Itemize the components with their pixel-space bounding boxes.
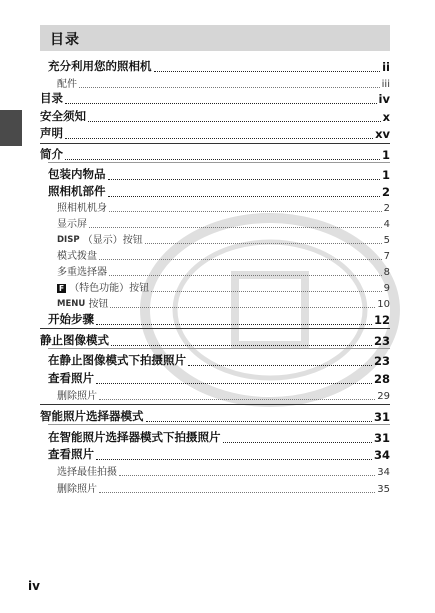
f-button-icon: F [58,284,65,293]
toc-subentry[interactable]: MENU 按钮 10 [57,299,390,310]
toc-subentry[interactable]: 多重选择器 8 [57,267,390,278]
toc-chapter[interactable]: 智能照片选择器模式 31 [40,409,390,424]
toc-entry[interactable]: 查看照片 28 [48,371,390,386]
divider [48,424,390,425]
toc-entry[interactable]: 目录 iv [40,91,390,106]
menu-button-glyph: MENU [57,299,86,309]
toc-entry[interactable]: 开始步骤 12 [48,312,390,327]
toc-entry[interactable]: 照相机部件 2 [48,184,390,199]
toc-subentry[interactable]: DISP （显示）按钮 5 [57,235,390,246]
divider [48,162,390,163]
page-title: 目录 [50,32,80,48]
toc-entry[interactable]: 安全须知 x [40,109,390,124]
toc-subentry[interactable]: 照相机机身 2 [57,203,390,214]
toc-chapter[interactable]: 简介 1 [40,147,390,162]
toc-entry[interactable]: 在智能照片选择器模式下拍摄照片 31 [48,430,390,445]
toc-subentry[interactable]: 删除照片 35 [57,484,390,495]
toc-entry[interactable]: 在静止图像模式下拍摄照片 23 [48,353,390,368]
toc-entry[interactable]: 声明 xv [40,126,390,141]
page-number: iv [28,579,40,593]
toc-subentry[interactable]: 显示屏 4 [57,219,390,230]
disp-button-glyph: DISP [57,235,80,245]
toc-entry[interactable]: 查看照片 34 [48,447,390,462]
divider [40,404,390,405]
toc-entry[interactable]: 充分利用您的照相机 ii [48,59,390,74]
divider [40,328,390,329]
side-tab-marker [0,110,22,146]
divider [40,143,390,144]
toc-chapter[interactable]: 静止图像模式 23 [40,333,390,348]
toc-entry[interactable]: 包装内物品 1 [48,167,390,182]
toc-subentry[interactable]: 配件 iii [57,79,390,90]
toc-header [40,25,390,51]
divider [48,348,390,349]
toc-subentry[interactable]: 模式拨盘 7 [57,251,390,262]
toc-subentry[interactable]: 删除照片 29 [57,391,390,402]
toc-subentry[interactable]: 选择最佳拍摄 34 [57,467,390,478]
toc-subentry[interactable]: F （特色功能）按钮 9 [58,283,390,294]
